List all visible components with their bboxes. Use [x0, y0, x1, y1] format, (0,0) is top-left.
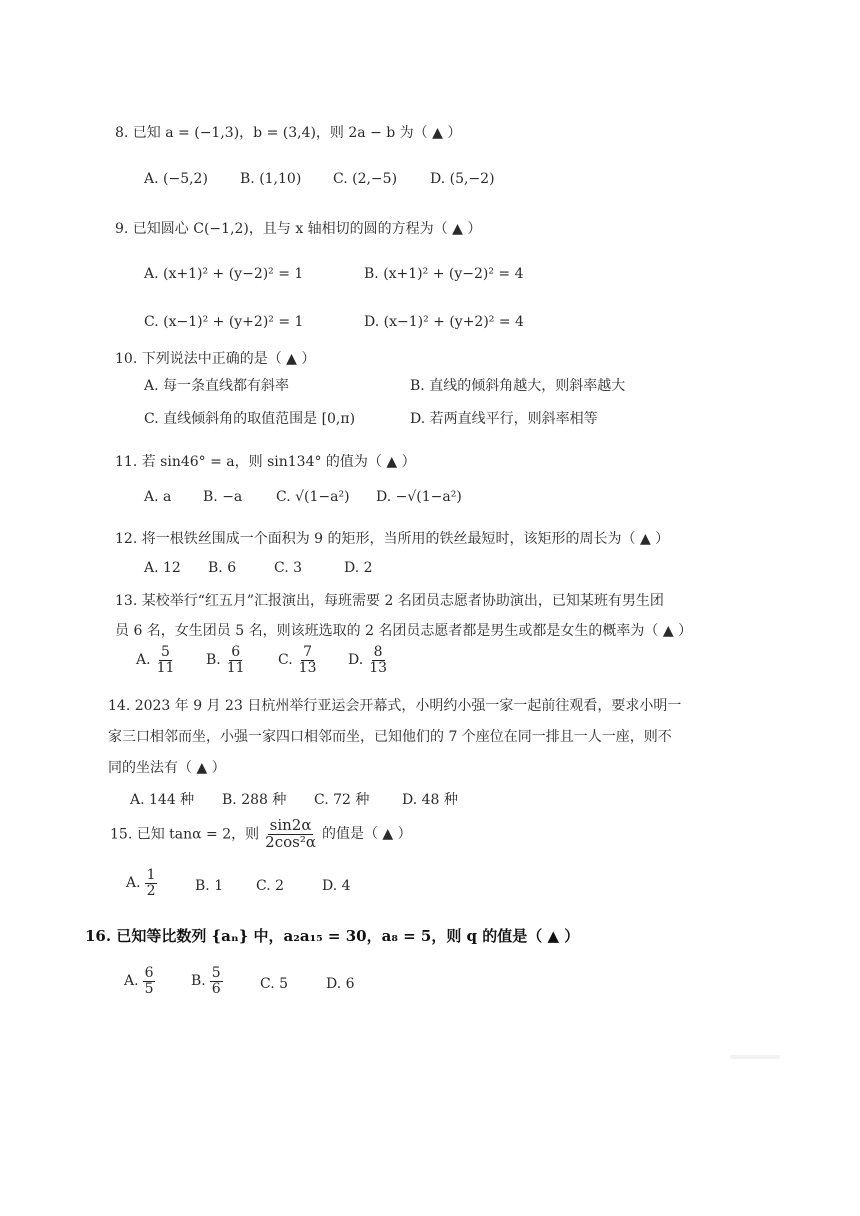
- q11-option-b: B. −a: [203, 489, 243, 505]
- q16-option-a: A. $\frac{6}{5}$: [124, 965, 154, 997]
- q13-option-d: D. $\frac{8}{13}$: [348, 644, 388, 676]
- question-11-stem: 11. 若 sin46° = a，则 sin134° 的值为（ ▲ ）: [115, 454, 416, 470]
- q13-option-b: B. $\frac{6}{11}$: [206, 644, 245, 676]
- q8-option-c: C. (2,−5): [333, 171, 398, 187]
- q10-option-b: B. 直线的倾斜角越大，则斜率越大: [410, 378, 626, 394]
- q12-option-d: D. 2: [344, 560, 373, 576]
- scan-smudge: [730, 1055, 780, 1059]
- q8-option-d: D. (5,−2): [430, 171, 495, 187]
- q13-option-c: C. $\frac{7}{13}$: [278, 644, 317, 676]
- q14-option-b: B. 288 种: [222, 792, 287, 808]
- question-10-stem: 10. 下列说法中正确的是（ ▲ ）: [115, 351, 316, 367]
- q11-option-a: A. a: [144, 489, 172, 505]
- question-14-line-3: 同的坐法有（ ▲ ）: [108, 760, 226, 776]
- q12-option-b: B. 6: [208, 560, 237, 576]
- q14-option-d: D. 48 种: [402, 792, 458, 808]
- question-13-line-2: 员 6 名，女生团员 5 名，则该班选取的 2 名团员志愿者都是男生或都是女生的概率为（ ▲ ）: [115, 623, 693, 639]
- question-13-line-1: 13. 某校举行“红五月”汇报演出，每班需要 2 名团员志愿者协助演出，已知某班有男生团: [115, 593, 664, 609]
- q8-option-b: B. (1,10): [240, 171, 302, 187]
- q16-option-c: C. 5: [260, 976, 289, 992]
- q11-option-d: D. −√(1−a²): [376, 489, 462, 505]
- q12-option-c: C. 3: [274, 560, 303, 576]
- q9-option-a: A. (x+1)² + (y−2)² = 1: [144, 266, 304, 282]
- q9-option-b: B. (x+1)² + (y−2)² = 4: [364, 266, 524, 282]
- question-14-line-1: 14. 2023 年 9 月 23 日杭州举行亚运会开幕式，小明约小强一家一起前往观看，要求小明一: [108, 698, 682, 714]
- question-14-line-2: 家三口相邻而坐，小强一家四口相邻而坐，已知他们的 7 个座位在同一排且一人一座，则不: [108, 729, 672, 745]
- q14-option-c: C. 72 种: [314, 792, 370, 808]
- q15-option-a: A. $\frac{1}{2}$: [126, 867, 156, 899]
- question-12-stem: 12. 将一根铁丝围成一个面积为 9 的矩形，当所用的铁丝最短时，该矩形的周长为（ ▲ ）: [115, 531, 670, 547]
- question-15-stem: 15. 已知 tanα = 2，则 $\frac{\sin 2\alpha}{\text{2cos²α}}$ 的值是（ ▲ ）: [110, 816, 412, 851]
- question-8-stem: 8. 已知 a = (−1,3)，b = (3,4)，则 2a − b 为（ ▲ ）: [115, 125, 462, 141]
- q13-option-a: A. $\frac{5}{11}$: [136, 644, 175, 676]
- q9-option-c: C. (x−1)² + (y+2)² = 1: [144, 314, 304, 330]
- q14-option-a: A. 144 种: [130, 792, 195, 808]
- q10-option-a: A. 每一条直线都有斜率: [144, 378, 290, 394]
- q8-option-a: A. (−5,2): [144, 171, 208, 187]
- question-16-stem: 16. 已知等比数列 {aₙ} 中，a₂a₁₅ = 30，a₈ = 5，则 q 的值是（ ▲ ）: [85, 927, 580, 945]
- q10-option-c: C. 直线倾斜角的取值范围是 [0,π): [144, 411, 356, 427]
- q15-option-b: B. 1: [195, 878, 224, 894]
- q9-option-d: D. (x−1)² + (y+2)² = 4: [364, 314, 524, 330]
- q15-option-c: C. 2: [256, 878, 285, 894]
- q11-option-c: C. √(1−a²): [276, 489, 350, 505]
- question-9-stem: 9. 已知圆心 C(−1,2)，且与 x 轴相切的圆的方程为（ ▲ ）: [115, 221, 482, 237]
- q16-option-d: D. 6: [326, 976, 355, 992]
- q16-option-b: B. $\frac{5}{6}$: [191, 965, 221, 997]
- q10-option-d: D. 若两直线平行，则斜率相等: [410, 411, 598, 427]
- q12-option-a: A. 12: [144, 560, 181, 576]
- q15-option-d: D. 4: [322, 878, 351, 894]
